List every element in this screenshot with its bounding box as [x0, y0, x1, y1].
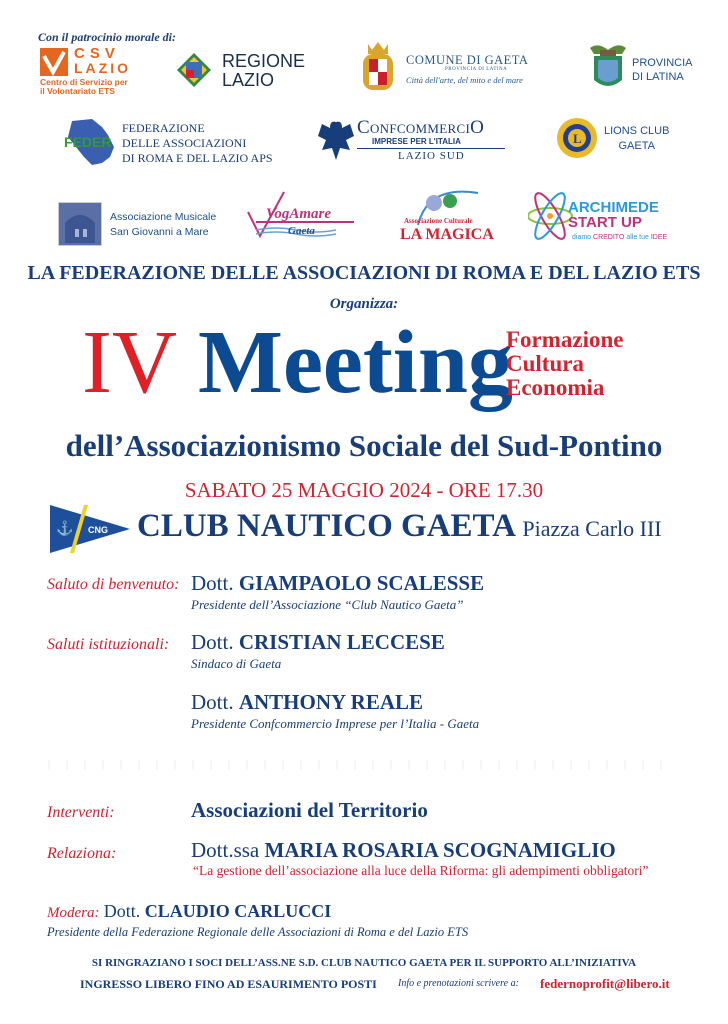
topic-formazione: Formazione [506, 327, 624, 352]
program-role: Relaziona: [47, 845, 117, 862]
program-person [191, 690, 423, 715]
magica-assoc: Associazione Culturale [404, 217, 473, 225]
event-date: SABATO 25 MAGGIO 2024 - ORE 17.30 [184, 478, 544, 502]
feder-line3: DI ROMA E DEL LAZIO APS [122, 151, 273, 165]
thanks-note: SI RINGRAZIANO I SOCI DELL’ASS.NE S.D. CLUB NAUTICO GAETA PER IL SUPPORTO ALL’INIZIATIVA [91, 957, 637, 969]
program-person [191, 571, 484, 596]
meeting-topics [506, 328, 624, 400]
feder-text [122, 121, 273, 166]
anchor-icon: ⚓ [56, 522, 74, 537]
cng-flag-label: CNG [88, 525, 108, 535]
lions-line1: LIONS CLUB [604, 125, 670, 137]
program-role: Interventi: [47, 804, 115, 821]
archimede-tag-d: IDEE [650, 234, 668, 241]
moderator-line [47, 901, 331, 922]
gaeta-crest-icon [360, 40, 396, 96]
lions-line2: GAETA [618, 139, 655, 152]
venue-name: CLUB NAUTICO GAETA [137, 508, 515, 544]
moderator-person [104, 901, 332, 921]
edition-numeral: IV [82, 313, 177, 412]
archimede-name: ARCHIMEDE [568, 199, 659, 216]
person-title: Dott. [103, 901, 145, 921]
program-person [191, 630, 445, 655]
provincia-text [632, 56, 693, 85]
person-title: Dott. [191, 630, 239, 654]
csv-desc-line1: Centro di Servizio per [40, 77, 128, 87]
person-title: Dott. [191, 690, 239, 714]
program-role: Saluto di benvenuto: [47, 576, 180, 593]
provincia-crest-icon [588, 42, 628, 94]
interventi-text: Associazioni del Territorio [191, 798, 428, 822]
topic-cultura: Cultura [506, 351, 584, 376]
moderator-desc: Presidente della Federazione Regionale delle Associazioni di Roma e del Lazio ETS [47, 925, 469, 939]
confcommercio-divider [357, 148, 505, 149]
feder-mark: FEDER [64, 134, 112, 150]
program-person [191, 798, 428, 823]
feder-line1: FEDERAZIONE [122, 121, 205, 135]
comune-motto: Città dell'arte, del mito e del mare [406, 75, 523, 85]
moderator-role: Modera: [47, 905, 100, 921]
person-name: ANTHONY REALE [238, 690, 424, 714]
venue-address: Piazza Carlo III [522, 516, 662, 541]
musicale-text [110, 210, 216, 239]
person-name: MARIA ROSARIA SCOGNAMIGLIO [264, 838, 616, 862]
entry-note: INGRESSO LIBERO FINO AD ESAURIMENTO POSTI [80, 977, 377, 991]
meeting-subtitle: dell’Associazionismo Sociale del Sud-Pontino [65, 428, 663, 463]
person-name: GIAMPAOLO SCALESSE [238, 571, 485, 595]
magica-name: LA MAGICA [400, 226, 494, 243]
regione-line2: LAZIO [222, 69, 275, 90]
person-name: CLAUDIO CARLUCCI [144, 901, 332, 921]
csv-description [40, 78, 128, 97]
talk-title: “La gestione dell’associazione alla luce della Riforma: gli adempimenti obbligatori” [193, 863, 649, 878]
regione-lazio-text [222, 52, 305, 90]
archimede-startup: START UP [568, 214, 642, 231]
logo-la-magica [398, 185, 494, 250]
archimede-tag-b: CREDITO [593, 234, 625, 241]
csv-subtitle: LAZIO [74, 60, 131, 76]
provincia-line2: DI LATINA [632, 71, 684, 84]
feder-line2: DELLE ASSOCIAZIONI [122, 136, 247, 150]
feder-lazio-map-icon [62, 117, 118, 167]
venue [137, 508, 662, 545]
archimede-tag-c: alle tue [624, 234, 651, 241]
program-desc: Presidente Confcommercio Imprese per l’Italia - Gaeta [191, 716, 480, 731]
comune-province: PROVINCIA DI LATINA [445, 67, 508, 72]
provincia-line1: PROVINCIA [632, 57, 693, 69]
confcommercio-eagle-icon [316, 118, 356, 162]
program-person [191, 838, 616, 863]
lions-text [604, 124, 669, 154]
program-desc: Presidente dell’Associazione “Club Nautico Gaeta” [191, 597, 464, 612]
person-title: Dott.ssa [191, 838, 265, 862]
musicale-line2: San Giovanni a Mare [110, 225, 209, 238]
program-role: Saluti istituzionali: [47, 636, 170, 653]
organizer-heading: LA FEDERAZIONE DELLE ASSOCIAZIONI DI ROMA E DEL LAZIO ETS [27, 262, 701, 284]
info-label: Info e prenotazioni scrivere a: [398, 978, 519, 989]
csv-check-icon [40, 48, 68, 76]
person-name: CRISTIAN LECCESE [238, 630, 445, 654]
archimede-tag-a: diamo [572, 234, 594, 241]
confcommercio-region: LAZIO SUD [398, 150, 465, 162]
lions-emblem-icon [555, 116, 599, 160]
regione-line1: REGIONE [222, 51, 306, 71]
svg-text:diamo CREDITO alle tue IDEE [572, 234, 668, 241]
musicale-line1: Associazione Musicale [110, 211, 217, 223]
regione-lazio-emblem-icon [176, 52, 212, 88]
program-desc: Sindaco di Gaeta [191, 656, 282, 671]
vogamare-name: VogAmare [266, 206, 332, 222]
confcommercio-subtitle: IMPRESE PER L'ITALIA [372, 137, 461, 146]
patronage-label: Con il patrocinio morale di: [38, 30, 177, 44]
person-title: Dott. [191, 571, 239, 595]
organizza-label: Organizza: [329, 296, 399, 312]
meeting-title: Meeting [198, 313, 513, 412]
logo-archimede-start-up [528, 182, 668, 251]
logo-vogamare-gaeta [246, 190, 358, 245]
musicale-church-image [58, 202, 102, 246]
csv-title: CSV [74, 45, 120, 62]
svg-text:L: L [573, 131, 582, 146]
comune-title: COMUNE DI GAETA [406, 53, 529, 67]
cng-pennant-icon [50, 505, 130, 553]
vogamare-city: Gaeta [288, 225, 315, 237]
faint-scan-artifact [48, 760, 678, 770]
topic-economia: Economia [506, 375, 605, 400]
confcommercio-title: ConfcommerciO [357, 117, 485, 138]
csv-desc-line2: il Volontariato ETS [40, 86, 115, 97]
contact-email-link[interactable]: federnoprofit@libero.it [540, 976, 670, 991]
